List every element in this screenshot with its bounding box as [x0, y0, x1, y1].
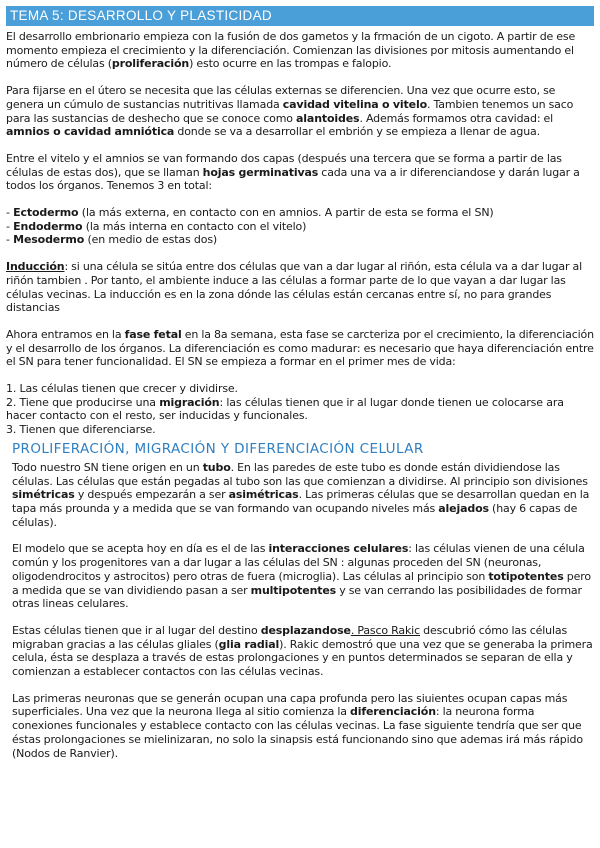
- text: donde se va a desarrollar el embrión y se empieza a llenar de agua.: [174, 125, 540, 139]
- term-desplazandose: desplazandose: [260, 623, 351, 637]
- list-item: [6, 220, 594, 234]
- page-title: TEMA 5: DESARROLLO Y PLASTICIDAD: [6, 6, 594, 26]
- term-hojas-germinativas: hojas germinativas: [202, 165, 319, 179]
- text: . Además formamos otra cavidad: el: [359, 111, 554, 125]
- term-endodermo: Endodermo: [13, 219, 83, 233]
- list-item: [6, 233, 594, 247]
- text: : si una célula se sitúa entre dos células que van a dar lugar al riñón, esta célula va a dar lugar al riñón tambien . Por tanto, el ambiente induce a las células a formar parte de lo que vayan a dar lugar las células vecinas. La inducción es en la zona dónde las células están cercanas entre sí, no para grandes distancias: [6, 260, 583, 315]
- text: Para fijarse en el útero se necesita que las células externas se diferencien. Una vez que ocurre esto, se genera un cúmulo de sustancias nutritivas llamada: [6, 84, 556, 111]
- paragraph-intro: [6, 30, 594, 71]
- text: . Las primeras células que se desarrollan quedan en la tapa más prounda y a medida que se van formando van ocupando niveles más: [12, 488, 590, 515]
- text: Estas células tienen que ir al lugar del destino: [12, 623, 261, 637]
- term-diferenciacion: diferenciación: [349, 705, 436, 719]
- text: : la neurona forma conexiones funcionales y establece contacto con las células vecinas. La fase siguiente tendría que ser que éstas prolongaciones se mielinizaran, no solo la sinapsis está funcionando sino que ademas irá más rápido (Nodos de Ranvier).: [12, 705, 583, 760]
- text: . Tambien tenemos un saco para las sustancias de deshecho que se conoce como: [6, 97, 574, 125]
- text: en la 8a semana, esta fase se carcteriza por el crecimiento, la diferenciación y el desarrollo de los órganos. La diferenciación es como madurar: es necesario que haya diferenciación entre el SN para tener funcionalidad. El SN se empieza a formar en el primer mes de vida:: [6, 327, 594, 369]
- text: (en medio de estas dos): [84, 233, 218, 247]
- term-multipotentes: multipotentes: [250, 583, 337, 597]
- term-totipotentes: totipotentes: [488, 569, 564, 583]
- bullet: -: [6, 219, 14, 233]
- text: Todo nuestro SN tiene origen en un: [12, 460, 203, 474]
- term-mesodermo: Mesodermo: [13, 233, 85, 247]
- term-interacciones-celulares: interacciones celulares: [268, 542, 409, 556]
- text: (hay 6 capas de células).: [12, 501, 578, 529]
- term-alantoides: alantoides: [296, 111, 360, 125]
- paragraph-interactions: [12, 542, 594, 611]
- text: y se van cerrando las posibilidades de formar otras lineas celulares.: [12, 583, 582, 611]
- name-pasco-rakic: . Pasco Rakic: [350, 623, 420, 637]
- term-ectodermo: Ectodermo: [13, 206, 79, 220]
- term-glia-radial: glia radial: [218, 637, 280, 651]
- term-induccion: Inducción: [6, 260, 65, 274]
- text: (la más interna en contacto con el vitelo): [82, 219, 307, 233]
- term-simetricas: simétricas: [12, 488, 75, 502]
- text: : las células tienen que ir al lugar donde tienen ue colocarse ara hacer contacto con el resto, ser inducidas y funcionales.: [6, 395, 564, 423]
- paragraph-tube: [12, 461, 594, 530]
- term-migracion: migración: [159, 395, 220, 409]
- paragraph-germ-layers: [6, 152, 594, 193]
- text: y después empezarán a ser: [74, 488, 229, 502]
- text: (la más externa, en contacto con en amnios. A partir de esta se forma el SN): [78, 206, 494, 220]
- term-amnios: amnios o cavidad amniótica: [6, 125, 175, 139]
- text: Las primeras neuronas que se generán ocupan una capa profunda pero las siuientes ocupan capas más superficiales. Una vez que la neurona llega al sitio comienza la: [12, 691, 568, 719]
- term-tubo: tubo: [202, 460, 231, 474]
- term-cavidad-vitelina: cavidad vitelina o vitelo: [282, 97, 427, 111]
- bullet: -: [6, 233, 14, 247]
- paragraph-cavities: [6, 84, 594, 139]
- section-heading: PROLIFERACIÓN, MIGRACIÓN Y DIFERENCIACIÓN CELULAR: [12, 440, 424, 457]
- text: . En las paredes de este tubo es donde están dividiendose las células. Las células que están pegadas al tubo son las que comienzan a dividirse. Al principio son divisiones: [12, 460, 588, 488]
- section-body: [6, 461, 594, 760]
- term-alejados: alejados: [438, 501, 489, 515]
- term-proliferacion: proliferación: [111, 57, 190, 71]
- germ-layer-list: [6, 206, 594, 247]
- list-item: [6, 396, 594, 423]
- text: ). Rakic demostró que una vez que se generaba la primera celula, ésta se desplaza a través de estas prolongaciones y en puntos determinados se separan de ella y comienzan a establecer contactos con las células vecinas.: [12, 637, 593, 679]
- list-item: [6, 206, 594, 220]
- term-asimetricas: asimétricas: [228, 488, 299, 502]
- text: ) esto ocurre en las trompas e falopio.: [189, 57, 392, 71]
- text: El desarrollo embrionario empieza con la fusión de dos gametos y la frmación de un cigoto. A partir de ese momento empieza el crecimiento y la diferenciación. Comienzan las divisiones por mitosis aumentando el número de células (: [6, 30, 576, 71]
- text: Entre el vitelo y el amnios se van formando dos capas (después una tercera que se forma a partir de las células de estas dos), que se llaman: [6, 151, 562, 179]
- text: descubrió cómo las células migraban gracias a las células gliales (: [12, 623, 568, 651]
- paragraph-fetal-phase: [6, 328, 594, 369]
- term-fase-fetal: fase fetal: [124, 327, 182, 341]
- paragraph-differentiation: [12, 692, 594, 761]
- text: pero a medida que se van dividiendo pasan a ser: [12, 569, 591, 597]
- text: Ahora entramos en la: [6, 327, 125, 341]
- text: 2. Tiene que producirse una: [6, 395, 160, 409]
- list-item: 1. Las células tienen que crecer y dividirse.: [6, 382, 238, 396]
- bullet: -: [6, 206, 14, 220]
- paragraph-induction: [6, 260, 594, 315]
- list-item: 3. Tienen que diferenciarse.: [6, 423, 156, 437]
- text: : las células vienen de una célula común y los progenitores van a dar lugar a las células del SN : algunas proceden del SN (neuronas, oligodendrocitos y astrocitos) pero otras de fuera (microglia). Las células al principio son: [12, 542, 585, 583]
- text: cada una va a ir diferenciandose y darán lugar a todos los órganos. Tenemos 3 en total:: [6, 165, 580, 193]
- paragraph-migration: [12, 624, 594, 679]
- steps-list: [6, 382, 594, 437]
- text: El modelo que se acepta hoy en día es el de las: [12, 542, 269, 556]
